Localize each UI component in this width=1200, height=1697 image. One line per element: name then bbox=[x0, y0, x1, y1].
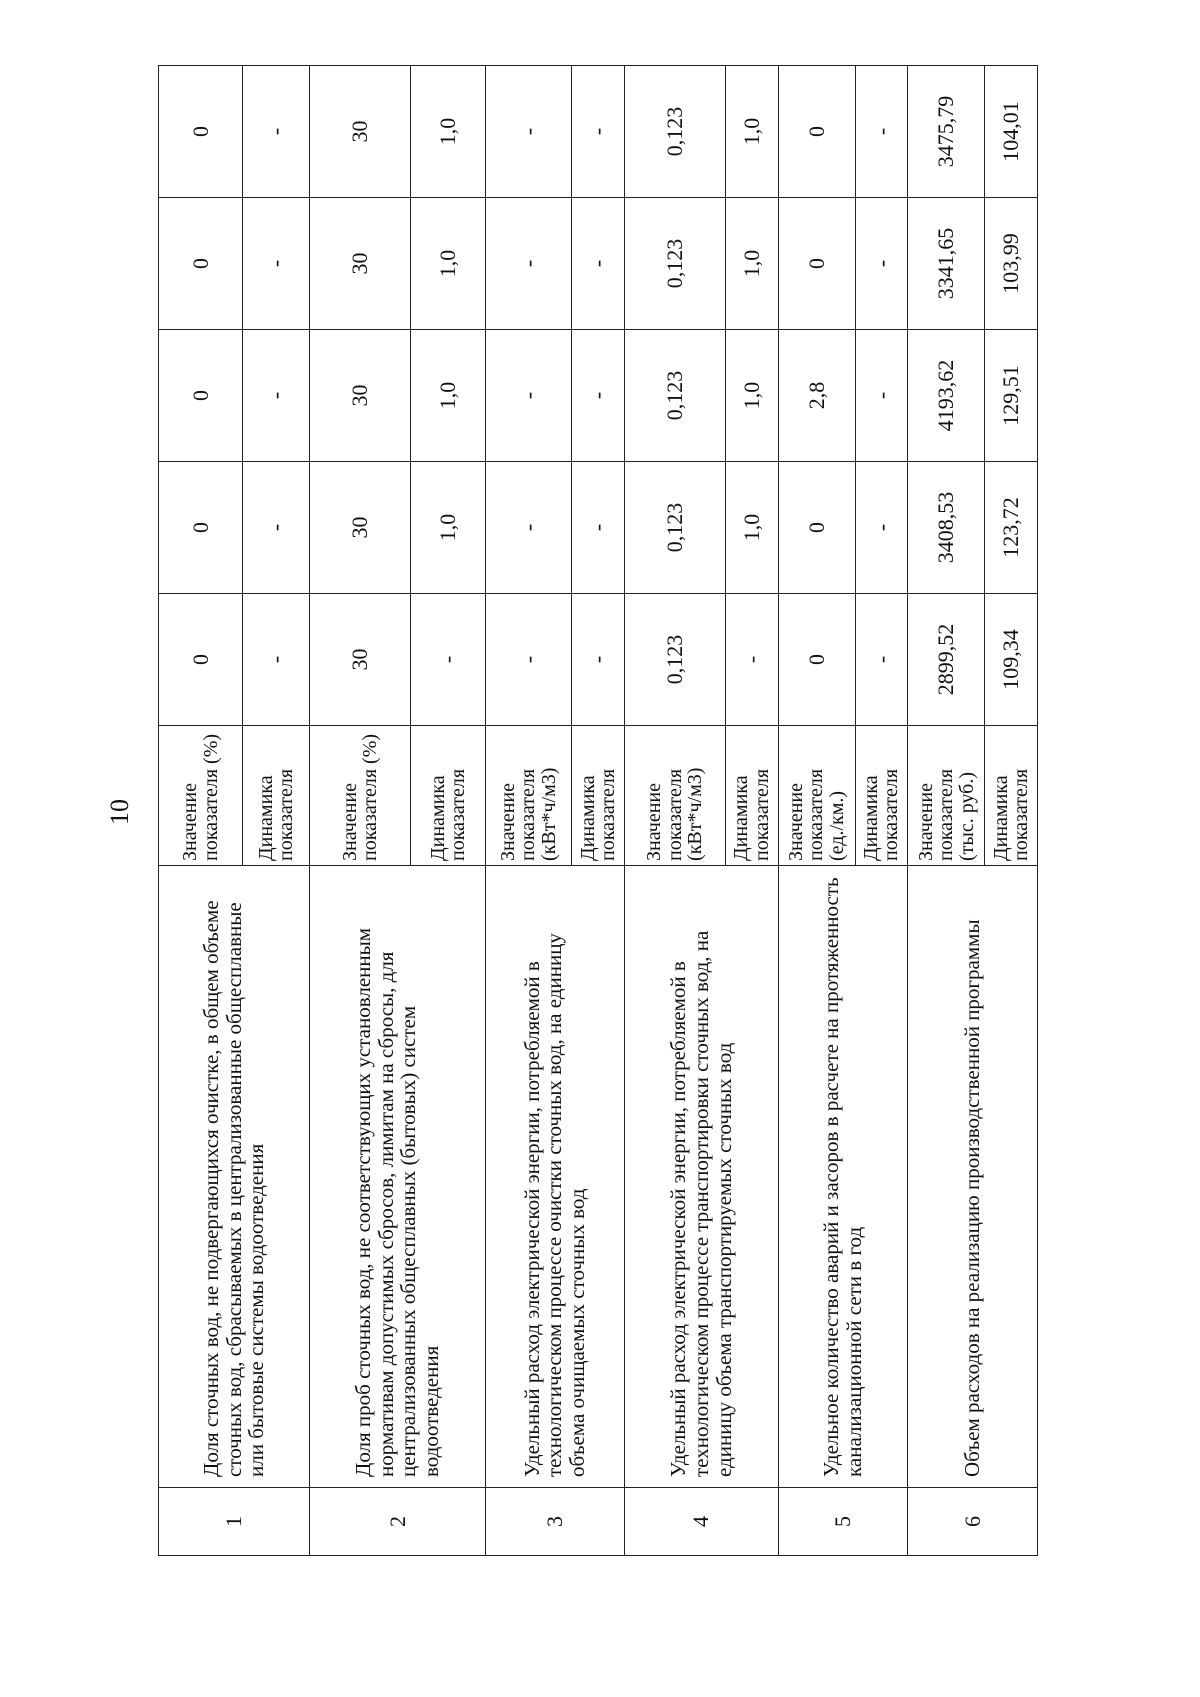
indicator-description: Доля проб сточных вод, не соответствующих установленным нормативам допустимых сбросов, лимитам на сбросы, для централизованных общесплавных (бытовых) систем водоотведения bbox=[310, 866, 485, 1488]
value-cell: 1,0 bbox=[725, 330, 778, 462]
value-cell: - bbox=[243, 594, 310, 726]
value-cell: 30 bbox=[310, 330, 411, 462]
value-cell: 0,123 bbox=[624, 198, 725, 330]
value-cell: 103,99 bbox=[985, 198, 1038, 330]
value-cell: - bbox=[243, 66, 310, 198]
value-cell: - bbox=[485, 66, 571, 198]
value-cell: 0 bbox=[778, 462, 855, 594]
indicator-dynamics-label: Динамика показателя bbox=[855, 726, 908, 866]
indicator-dynamics-label: Динамика показателя bbox=[572, 726, 625, 866]
indicator-description: Удельный расход электрической энергии, потребляемой в технологическом процессе очистки сточных вод, на единицу объема очищаемых сточных вод bbox=[485, 866, 624, 1488]
value-cell: - bbox=[243, 330, 310, 462]
value-cell: 30 bbox=[310, 66, 411, 198]
value-cell: 0,123 bbox=[624, 330, 725, 462]
value-cell: - bbox=[485, 198, 571, 330]
value-cell: 0,123 bbox=[624, 66, 725, 198]
table-row bbox=[159, 66, 243, 1556]
value-cell: 129,51 bbox=[985, 330, 1038, 462]
table-row bbox=[908, 66, 985, 1556]
value-cell: 1,0 bbox=[411, 330, 485, 462]
indicator-value-label: Значение показателя (%) bbox=[159, 726, 243, 866]
value-cell: - bbox=[572, 198, 625, 330]
value-cell: 3341,65 bbox=[908, 198, 985, 330]
indicator-value-label: Значение показателя (кВт*ч/м3) bbox=[624, 726, 725, 866]
value-cell: 0 bbox=[159, 594, 243, 726]
value-cell: 0,123 bbox=[624, 462, 725, 594]
value-cell: 109,34 bbox=[985, 594, 1038, 726]
value-cell: 0 bbox=[159, 462, 243, 594]
value-cell: 1,0 bbox=[411, 462, 485, 594]
value-cell: - bbox=[485, 594, 571, 726]
value-cell: - bbox=[725, 594, 778, 726]
value-cell: 0 bbox=[159, 198, 243, 330]
value-cell: - bbox=[485, 462, 571, 594]
row-number: 5 bbox=[778, 1488, 908, 1556]
indicator-description: Объем расходов на реализацию производственной программы bbox=[908, 866, 1038, 1488]
value-cell: 1,0 bbox=[411, 198, 485, 330]
indicator-value-label: Значение показателя (%) bbox=[310, 726, 411, 866]
indicator-dynamics-label: Динамика показателя bbox=[411, 726, 485, 866]
table-row bbox=[624, 66, 725, 1556]
value-cell: 0,123 bbox=[624, 594, 725, 726]
row-number: 3 bbox=[485, 1488, 624, 1556]
row-number: 2 bbox=[310, 1488, 485, 1556]
indicator-value-label: Значение показателя (кВт*ч/м3) bbox=[485, 726, 571, 866]
value-cell: 30 bbox=[310, 198, 411, 330]
value-cell: - bbox=[572, 594, 625, 726]
value-cell: 30 bbox=[310, 594, 411, 726]
value-cell: - bbox=[243, 462, 310, 594]
value-cell: 3408,53 bbox=[908, 462, 985, 594]
indicator-description: Доля сточных вод, не подвергающихся очистке, в общем объеме сточных вод, сбрасываемых в централизованные общесплавные или бытовые системы водоотведения bbox=[159, 866, 310, 1488]
indicator-value-label: Значение показателя (тыс. руб.) bbox=[908, 726, 985, 866]
value-cell: 3475,79 bbox=[908, 66, 985, 198]
value-cell: 0 bbox=[778, 66, 855, 198]
value-cell: 4193,62 bbox=[908, 330, 985, 462]
indicator-dynamics-label: Динамика показателя bbox=[243, 726, 310, 866]
value-cell: 1,0 bbox=[411, 66, 485, 198]
indicator-dynamics-label: Динамика показателя bbox=[985, 726, 1038, 866]
row-number: 4 bbox=[624, 1488, 778, 1556]
row-number: 1 bbox=[159, 1488, 310, 1556]
value-cell: 0 bbox=[159, 330, 243, 462]
table-row bbox=[778, 66, 855, 1556]
table-row bbox=[485, 66, 571, 1556]
value-cell: - bbox=[855, 462, 908, 594]
value-cell: - bbox=[572, 330, 625, 462]
value-cell: - bbox=[855, 330, 908, 462]
value-cell: 1,0 bbox=[725, 462, 778, 594]
value-cell: 0 bbox=[778, 198, 855, 330]
value-cell: - bbox=[243, 198, 310, 330]
indicator-value-label: Значение показателя (ед./км.) bbox=[778, 726, 855, 866]
value-cell: 0 bbox=[778, 594, 855, 726]
value-cell: 30 bbox=[310, 462, 411, 594]
value-cell: 1,0 bbox=[725, 198, 778, 330]
value-cell: - bbox=[411, 594, 485, 726]
indicator-description: Удельный расход электрической энергии, потребляемой в технологическом процессе транспортировки сточных вод, на единицу объема транспортируемых сточных вод bbox=[624, 866, 778, 1488]
value-cell: - bbox=[855, 198, 908, 330]
indicators-table bbox=[158, 65, 1038, 1556]
value-cell: - bbox=[572, 462, 625, 594]
value-cell: 2,8 bbox=[778, 330, 855, 462]
row-number: 6 bbox=[908, 1488, 1038, 1556]
value-cell: - bbox=[485, 330, 571, 462]
value-cell: - bbox=[855, 594, 908, 726]
value-cell: - bbox=[572, 66, 625, 198]
value-cell: 2899,52 bbox=[908, 594, 985, 726]
table-row bbox=[310, 66, 411, 1556]
value-cell: - bbox=[855, 66, 908, 198]
value-cell: 104,01 bbox=[985, 66, 1038, 198]
indicator-description: Удельное количество аварий и засоров в расчете на протяженность канализационной сети в год bbox=[778, 866, 908, 1488]
value-cell: 0 bbox=[159, 66, 243, 198]
table-body bbox=[159, 66, 1038, 1556]
value-cell: 123,72 bbox=[985, 462, 1038, 594]
indicator-dynamics-label: Динамика показателя bbox=[725, 726, 778, 866]
page-number: 10 bbox=[105, 799, 134, 825]
value-cell: 1,0 bbox=[725, 66, 778, 198]
rotated-table-container bbox=[158, 66, 1038, 1556]
